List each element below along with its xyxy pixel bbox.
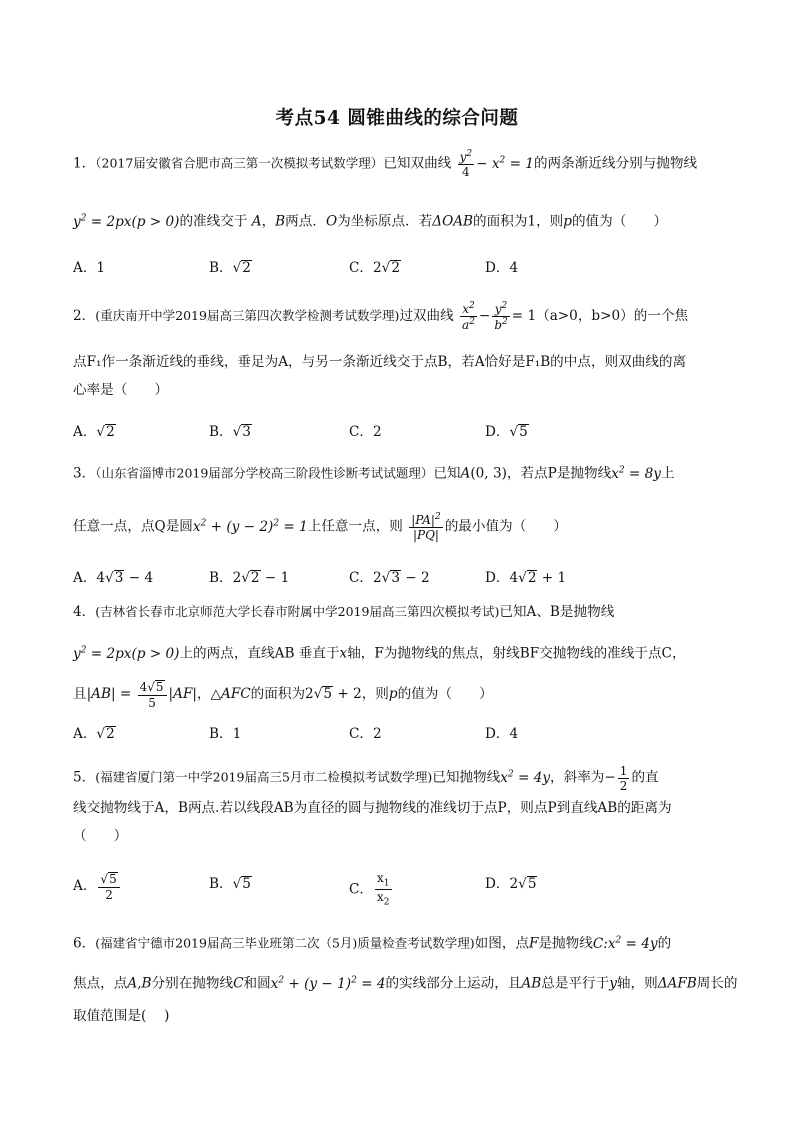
option-c: C．2 bbox=[349, 726, 382, 742]
option-c: C．2 bbox=[349, 424, 382, 440]
question-source: （2017届安徽省合肥市高三第一次模拟考试数学理） bbox=[95, 155, 384, 171]
question-3-line-1: 3．（山东省淄博市2019届部分学校高三阶段性诊断考试试题理）已知A(0, 3)，若点P是抛物线$x^2 = 8y$上 bbox=[73, 465, 675, 482]
fraction: $\frac{y^2}{4}$ bbox=[459, 149, 473, 180]
question-6-line-2: 焦点，点A,B分别在抛物线C和圆$x^2 + (y - 1)^2 = 4$的实线部分上运动，且AB总是平行于y轴，则ΔAFB周长的 bbox=[73, 975, 738, 992]
option-a: A．√2 bbox=[73, 424, 115, 440]
option-a: A．√2 bbox=[73, 726, 115, 742]
option-d: D．4 bbox=[485, 260, 519, 276]
option-a: A． $\frac{√5}{2}$ bbox=[73, 872, 122, 901]
question-number: 5． bbox=[73, 769, 96, 786]
fraction: $\frac{x^2}{a^2}$ bbox=[462, 301, 475, 332]
option-a: A．1 bbox=[73, 260, 106, 276]
question-5-line-1: 5．(福建省厦门第一中学2019届高三5月市二检模拟考试数学理)已知抛物线$x^2 = 4y$，斜率为− $\frac{1}{2}$ 的直 bbox=[73, 763, 659, 793]
question-4-line-3: 且|AB| = $\frac{4√5}{5}$ |AF|，△AFC的面积为2√5 + 2，则p的值为（ ） bbox=[73, 680, 493, 711]
question-1-line-2: $y^2 = 2px(p > 0)$的准线交于 A，B两点．O为坐标原点．若ΔOAB的面积为1，则p的值为（ ） bbox=[73, 213, 668, 230]
question-4-line-1: 4．(吉林省长春市北京师范大学长春市附属中学2019届高三第四次模拟考试)已知A、B是抛物线 bbox=[73, 604, 615, 620]
question-2-line-2: 点F₁作一条渐近线的垂线，垂足为A，与另一条渐近线交于点B，若A恰好是F₁B的中点，则双曲线的离 bbox=[73, 354, 687, 370]
question-source: (吉林省长春市北京师范大学长春市附属中学2019届高三第四次模拟考试) bbox=[95, 604, 500, 619]
fraction: $\frac{|PA|^2}{|PQ|}$ bbox=[411, 512, 441, 543]
question-6-line-1: 6．(福建省宁德市2019届高三毕业班第二次（5月)质量检查考试数学理)如图，点F是抛物线$C:x^2 = 4y$的 bbox=[73, 935, 672, 952]
question-6-line-3: 取值范围是( ) bbox=[73, 1008, 170, 1024]
option-c: C． $\frac{x_1}{x_2}$ bbox=[349, 871, 390, 908]
question-1-line-1: 1．（2017届安徽省合肥市高三第一次模拟考试数学理）已知双曲线 $\frac{y^2}{4}$ − $x^2 = 1$的两条渐近线分别与抛物线 bbox=[73, 149, 698, 180]
question-source: (重庆南开中学2019届高三第四次教学检测考试数学理) bbox=[95, 308, 400, 323]
option-b: B．2√2 − 1 bbox=[209, 570, 290, 586]
question-number: 3． bbox=[73, 465, 96, 482]
option-b: B．√3 bbox=[209, 424, 251, 440]
option-d: D．√5 bbox=[485, 424, 528, 440]
option-c: C．2√3 − 2 bbox=[349, 570, 430, 586]
option-c: C．2√2 bbox=[349, 260, 400, 276]
question-2-line-3: 心率是（ ） bbox=[73, 382, 169, 398]
question-number: 6． bbox=[73, 935, 96, 952]
page-title: 考点54 圆锥曲线的综合问题 bbox=[275, 108, 519, 129]
fraction: $\frac{1}{2}$ bbox=[619, 763, 628, 793]
fraction: $\frac{√5}{2}$ bbox=[98, 872, 119, 901]
option-d: D．4√2 + 1 bbox=[485, 570, 567, 586]
option-b: B．√2 bbox=[209, 260, 251, 276]
question-number: 2． bbox=[73, 308, 96, 324]
question-2-options bbox=[73, 420, 734, 444]
question-source: (福建省宁德市2019届高三毕业班第二次（5月)质量检查考试数学理) bbox=[95, 935, 475, 951]
option-b: B．√5 bbox=[209, 876, 251, 892]
question-5-line-2: 线交抛物线于A，B两点.若以线段AB为直径的圆与抛物线的准线切于点P，则点P到直线AB的距离为 bbox=[73, 800, 672, 816]
option-d: D．2√5 bbox=[485, 876, 537, 892]
question-1-options bbox=[73, 256, 734, 280]
option-a: A．4√3 − 4 bbox=[73, 570, 154, 586]
fraction: $\frac{y^2}{b^2}$ bbox=[494, 301, 508, 332]
question-2-line-1: 2．(重庆南开中学2019届高三第四次教学检测考试数学理)过双曲线 $\frac{x^2}{a^2}$ − $\frac{y^2}{b^2}$ = 1（a>0，b>0）的一个焦 bbox=[73, 301, 689, 332]
question-number: 1． bbox=[73, 155, 96, 172]
question-3-line-2: 任意一点，点Q是圆$x^2 + (y - 2)^2 = 1$上任意一点，则 $\frac{|PA|^2}{|PQ|}$ 的最小值为（ ） bbox=[73, 512, 568, 543]
question-5-options bbox=[73, 871, 734, 908]
question-number: 4． bbox=[73, 604, 96, 620]
question-source: （山东省淄博市2019届部分学校高三阶段性诊断考试试题理） bbox=[95, 465, 434, 481]
option-b: B．1 bbox=[209, 726, 242, 742]
fraction: $\frac{4√5}{5}$ bbox=[138, 680, 167, 709]
question-4-line-2: $y^2 = 2px(p > 0)$上的两点，直线AB 垂直于x轴，F为抛物线的焦点，射线BF交抛物线的准线于点C， bbox=[73, 645, 686, 662]
fraction: $\frac{x_1}{x_2}$ bbox=[377, 871, 390, 908]
question-4-options bbox=[73, 722, 734, 746]
option-d: D．4 bbox=[485, 726, 519, 742]
question-5-line-3: （ ） bbox=[73, 828, 128, 844]
question-source: (福建省厦门第一中学2019届高三5月市二检模拟考试数学理) bbox=[95, 769, 433, 785]
question-3-options bbox=[73, 566, 734, 590]
